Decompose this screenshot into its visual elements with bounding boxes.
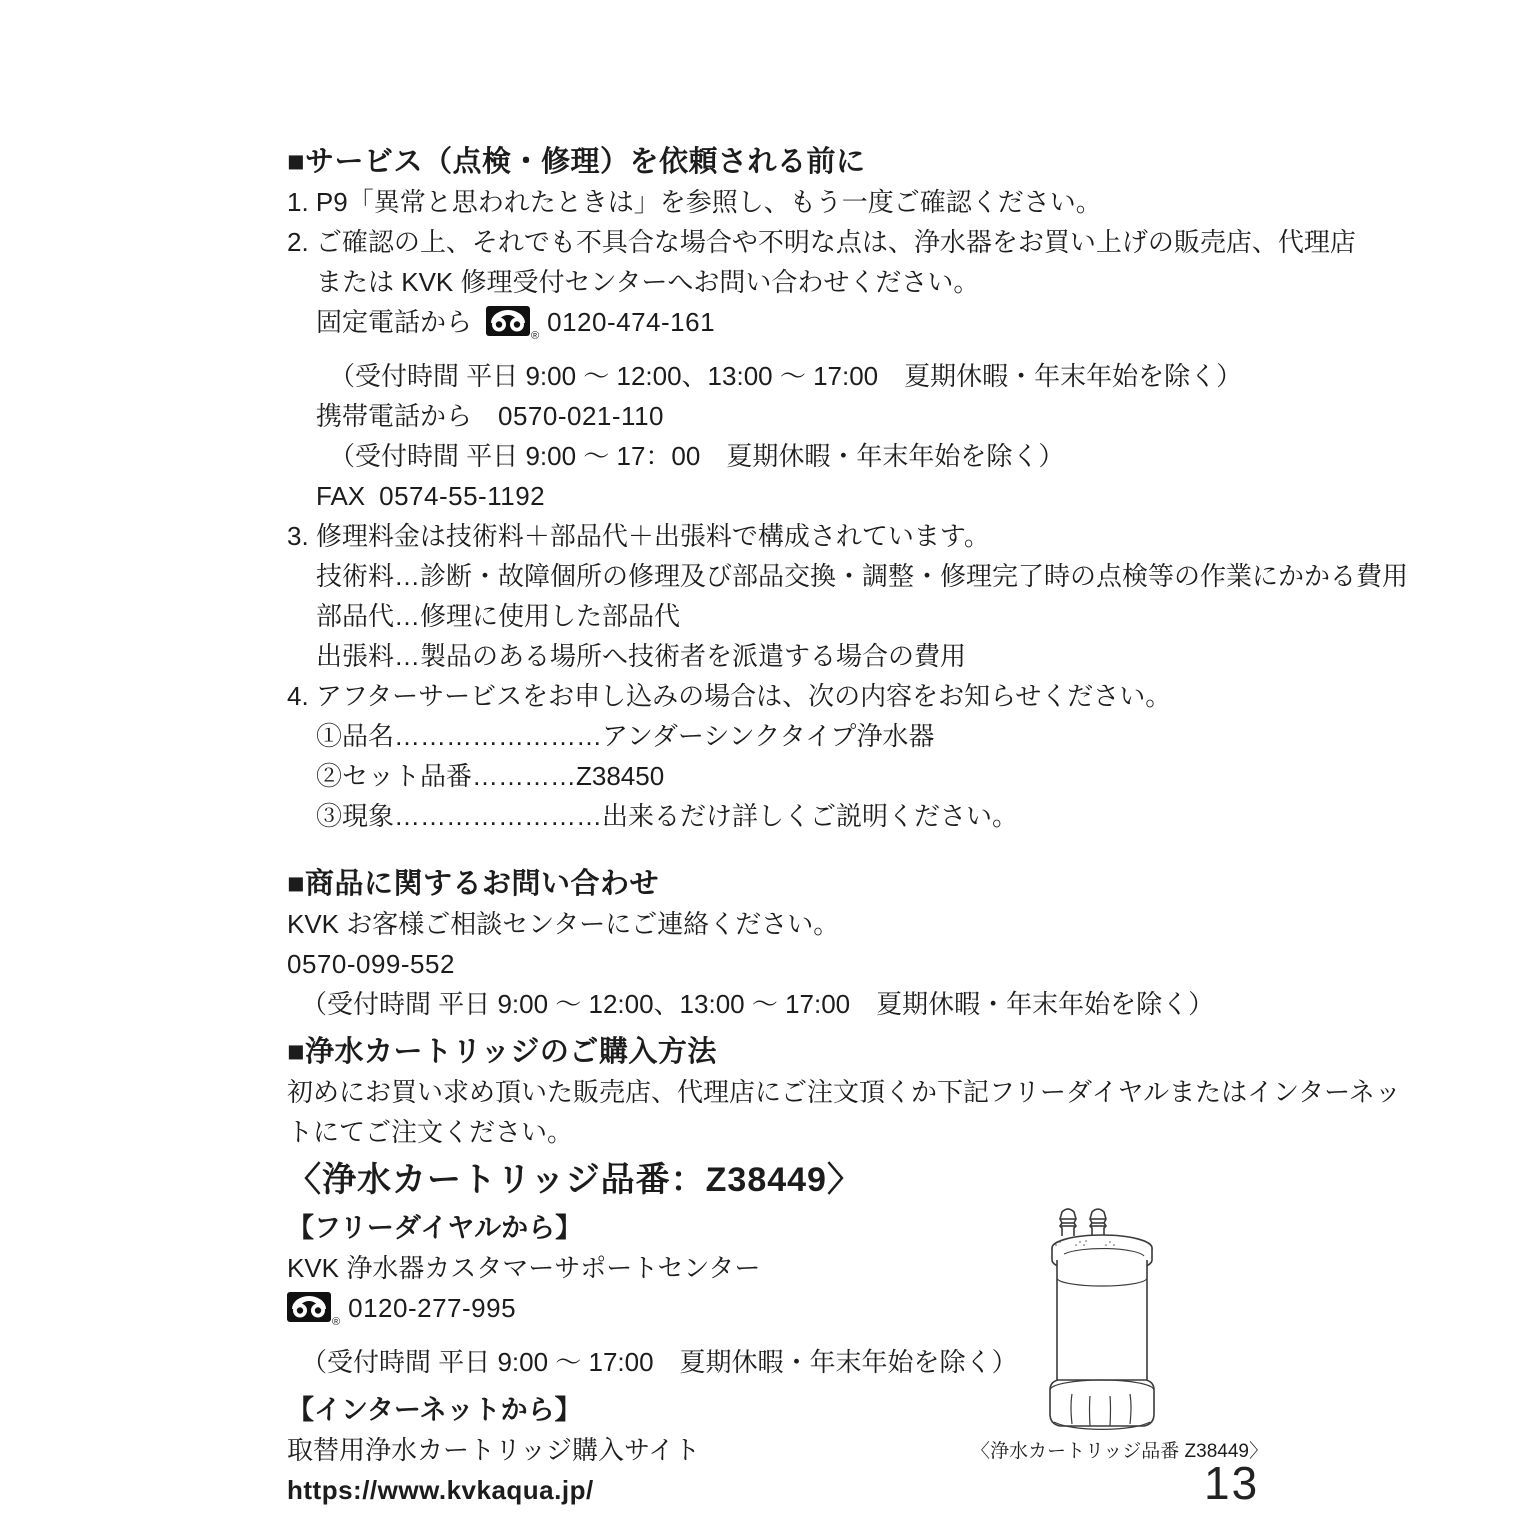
cartridge-figure-caption: 〈浄水カートリッジ品番 Z38449〉 bbox=[971, 1441, 1268, 1462]
service-item-4-set-number: ②セット品番…………Z38450 bbox=[316, 761, 665, 791]
cartridge-purchase-heading: ■浄水カートリッジのご購入方法 bbox=[287, 1036, 717, 1068]
cartridge-purchase-line-2: トにてご注文ください。 bbox=[287, 1117, 574, 1147]
cartridge-illustration bbox=[1040, 1198, 1164, 1439]
service-item-3: 3. 修理料金は技術料＋部品代＋出張料で構成されています。 bbox=[287, 521, 990, 551]
product-inquiry-line: KVK お客様ご相談センターにご連絡ください。 bbox=[287, 909, 840, 939]
fixed-phone-line bbox=[287, 302, 1287, 356]
fax-label: FAX bbox=[316, 481, 366, 511]
freedial-icon bbox=[287, 1292, 331, 1322]
freedial-phone-number: 0120-277-995 bbox=[348, 1293, 517, 1323]
freedial-section-heading: 【フリーダイヤルから】 bbox=[287, 1213, 583, 1243]
freedial-icon bbox=[486, 306, 530, 336]
service-item-4-product-name: ①品名……………………アンダーシンクタイプ浄水器 bbox=[316, 721, 935, 751]
service-item-3-tech-fee: 技術料…診断・故障個所の修理及び部品交換・調整・修理完了時の点検等の作業にかかる費用 bbox=[316, 561, 1409, 591]
internet-site-name: 取替用浄水カートリッジ購入サイト bbox=[287, 1435, 701, 1465]
internet-section-heading: 【インターネットから】 bbox=[287, 1395, 582, 1425]
fixed-phone-hours: （受付時間 平日 9:00 ～ 12:00、13:00 ～ 17:00 夏期休暇・年末年始を除く） bbox=[329, 361, 1243, 391]
service-item-3-travel-fee: 出張料…製品のある場所へ技術者を派遣する場合の費用 bbox=[316, 641, 967, 671]
cartridge-part-number-heading: 〈浄水カートリッジ品番：Z38449〉 bbox=[287, 1161, 862, 1199]
internet-url: https://www.kvkaqua.jp/ bbox=[287, 1475, 594, 1505]
fixed-phone-number: 0120-474-161 bbox=[547, 307, 716, 337]
mobile-phone-label: 携帯電話から bbox=[316, 401, 473, 431]
freedial-hours: （受付時間 平日 9:00 ～ 17:00 夏期休暇・年末年始を除く） bbox=[301, 1347, 1018, 1377]
service-section-heading: ■サービス（点検・修理）を依頼される前に bbox=[287, 146, 866, 178]
page-number: 13 bbox=[1204, 1457, 1260, 1509]
product-inquiry-phone-number: 0570-099-552 bbox=[287, 949, 455, 979]
service-item-3-parts-fee: 部品代…修理に使用した部品代 bbox=[316, 601, 681, 631]
service-item-4-phenomenon: ③現象……………………出来るだけ詳しくご説明ください。 bbox=[316, 801, 1019, 831]
registered-mark: ® bbox=[332, 1316, 341, 1328]
service-item-2-line-1: 2. ご確認の上、それでも不具合な場合や不明な点は、浄水器をお買い上げの販売店、代理店 bbox=[287, 227, 1356, 257]
fixed-phone-label: 固定電話から bbox=[316, 307, 473, 337]
cartridge-purchase-line-1: 初めにお買い求め頂いた販売店、代理店にご注文頂くか下記フリーダイヤルまたはインターネッ bbox=[287, 1077, 1401, 1107]
freedial-center-name: KVK 浄水器カスタマーサポートセンター bbox=[287, 1253, 761, 1283]
registered-mark: ® bbox=[531, 330, 540, 342]
fax-line bbox=[287, 476, 1287, 516]
mobile-phone-line bbox=[287, 396, 1287, 436]
service-item-2-line-2: または KVK 修理受付センターへお問い合わせください。 bbox=[316, 267, 980, 297]
mobile-phone-number: 0570-021-110 bbox=[498, 401, 665, 431]
service-item-4: 4. アフターサービスをお申し込みの場合は、次の内容をお知らせください。 bbox=[287, 681, 1172, 711]
product-inquiry-heading: ■商品に関するお問い合わせ bbox=[287, 868, 660, 900]
product-inquiry-hours: （受付時間 平日 9:00 ～ 12:00、13:00 ～ 17:00 夏期休暇・年末年始を除く） bbox=[301, 989, 1215, 1019]
service-item-1: 1. P9「異常と思われたときは」を参照し、もう一度ご確認ください。 bbox=[287, 187, 1102, 217]
mobile-phone-hours: （受付時間 平日 9:00 ～ 17：00 夏期休暇・年末年始を除く） bbox=[329, 441, 1065, 471]
fax-number: 0574-55-1192 bbox=[379, 481, 546, 511]
